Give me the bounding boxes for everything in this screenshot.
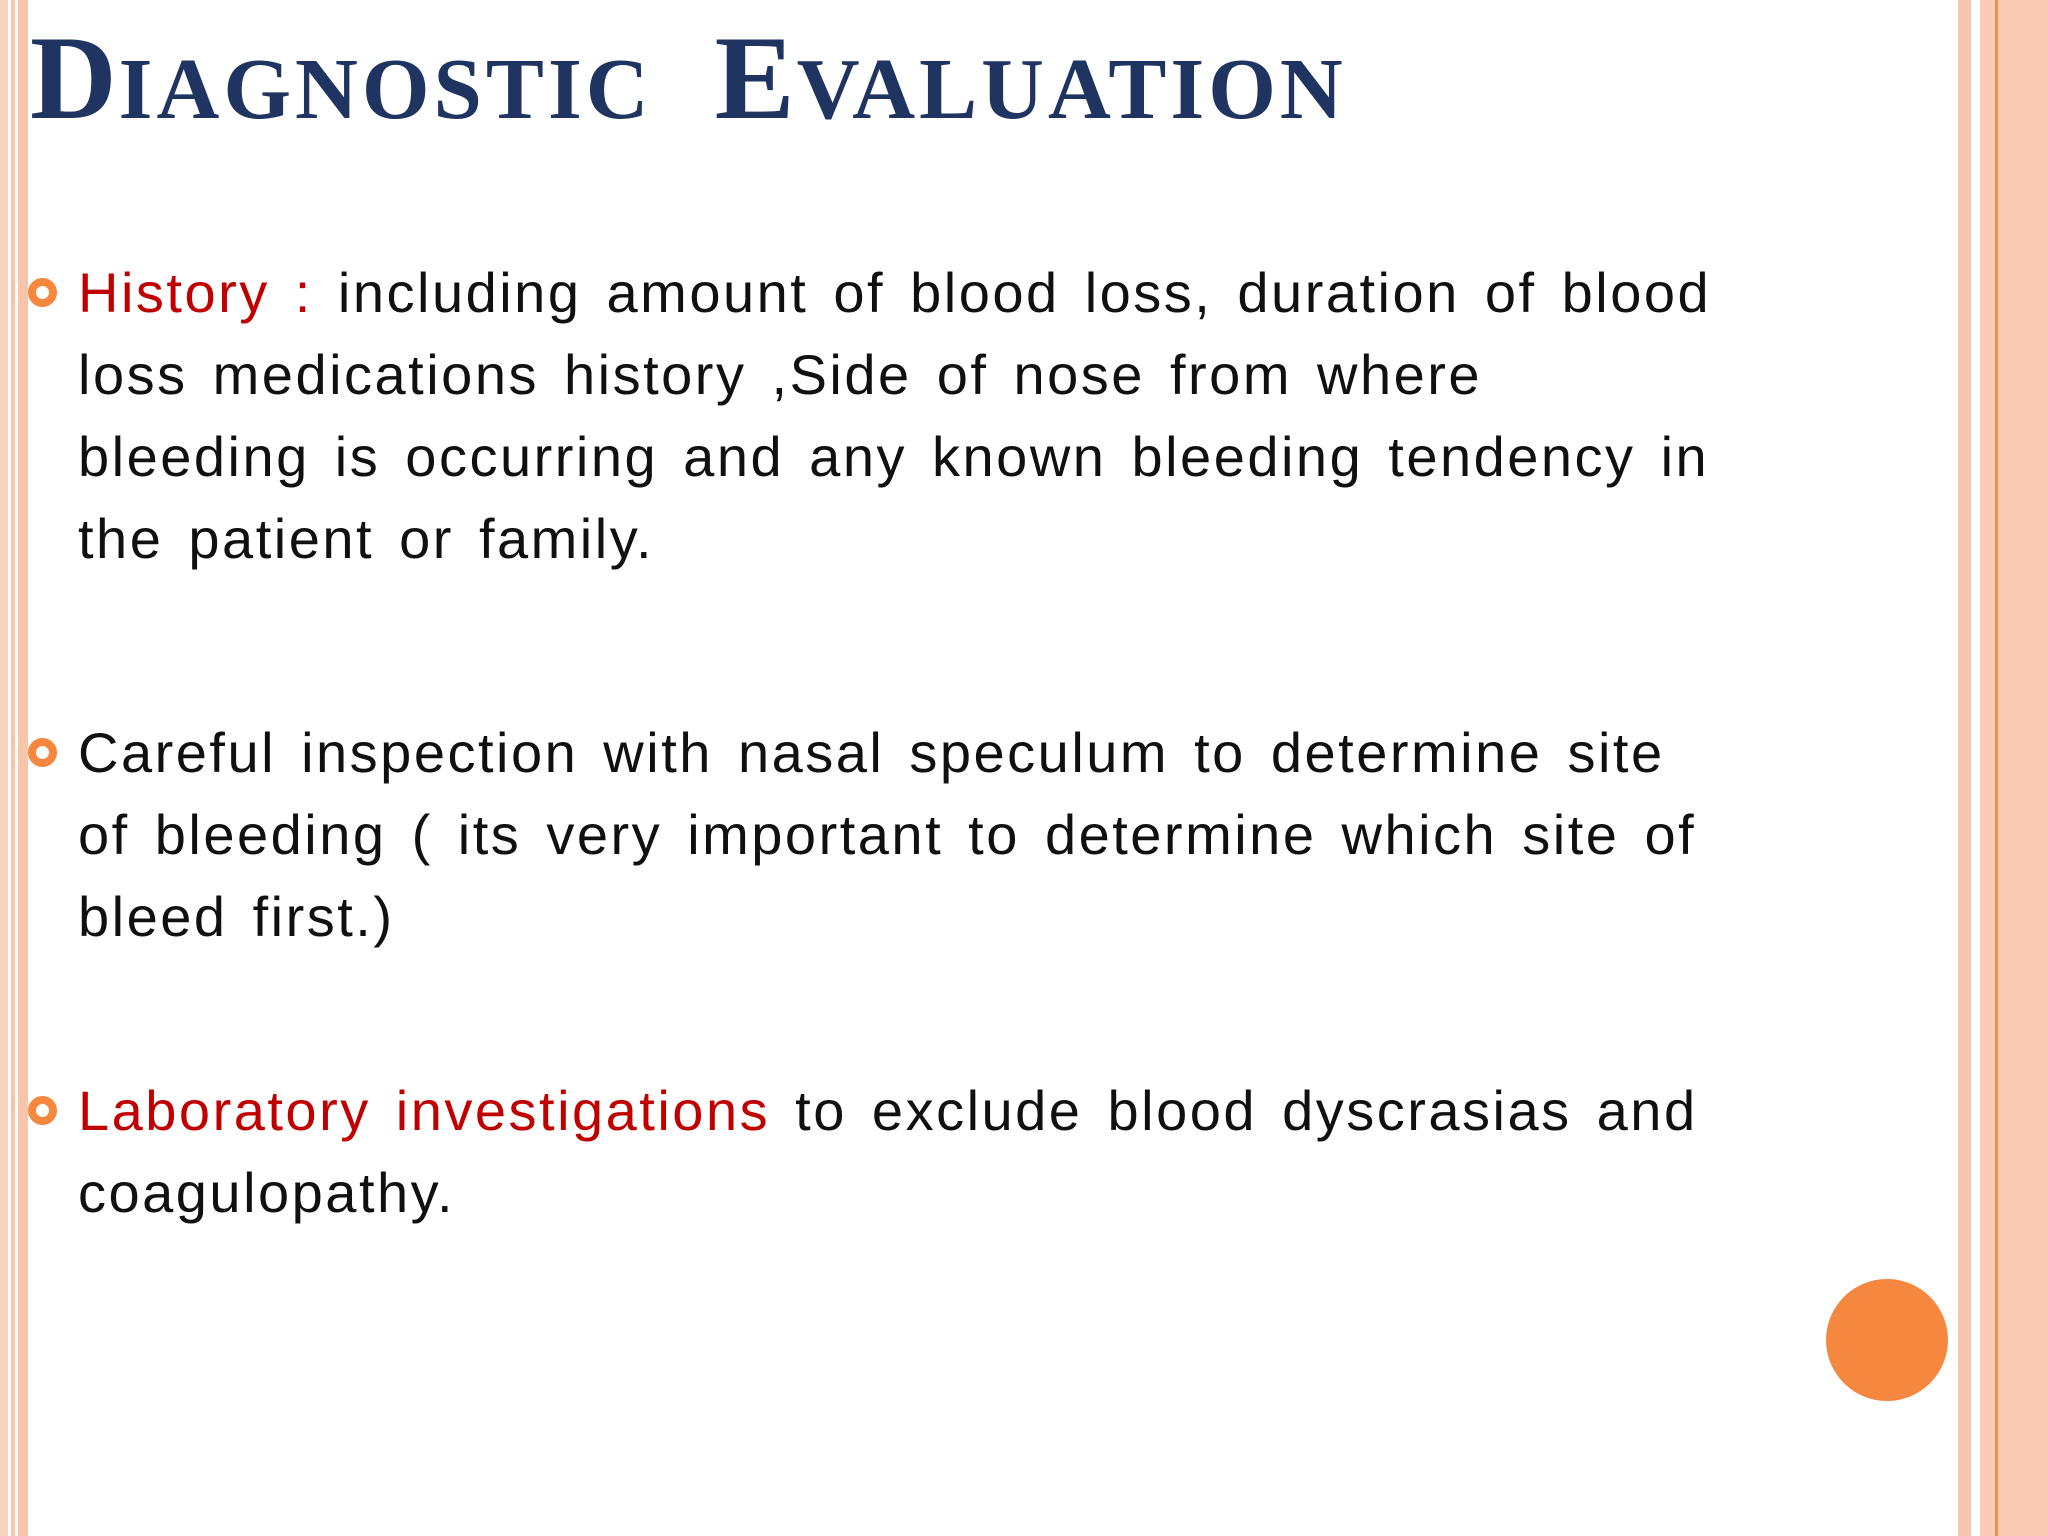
bullet-ring-icon: [28, 278, 57, 307]
bullet-lead-text: Laboratory investigations: [78, 1079, 796, 1142]
title-word2-rest: VALUATION: [796, 40, 1347, 137]
bullet-text-line: coagulopathy.: [78, 1161, 456, 1224]
bullet-text: including amount of blood loss, duration of blood: [337, 261, 1712, 324]
left-border-stripe-outer: [0, 0, 8, 1536]
bullet-text-line: of bleeding ( its very important to determine which site of: [78, 803, 1697, 866]
bullet-text-line: [78, 712, 1978, 794]
bullet-text-line: loss medications history ,Side of nose from where: [78, 343, 1483, 406]
bullet-text-line: the patient or family.: [78, 507, 655, 570]
decorative-circle: [1826, 1279, 1948, 1401]
bullet-text: to exclude blood dyscrasias and: [795, 1079, 1698, 1142]
left-border-stripe-inner: [18, 0, 28, 1536]
bullet-ring-icon: [28, 738, 57, 767]
bullet-text-line: bleed first.): [78, 885, 395, 948]
bullet-ring-icon: [28, 1096, 57, 1125]
bullet-text-line: bleeding is occurring and any known bleeding tendency in: [78, 425, 1710, 488]
title-word1-initial: D: [30, 11, 119, 144]
bullet-item-inspection: [28, 712, 1978, 958]
bullet-item-laboratory: [28, 1070, 1978, 1234]
slide-title: [30, 11, 1347, 144]
title-word1-rest: IAGNOSTIC: [118, 40, 653, 137]
left-border-stripe-thin: [11, 0, 15, 1536]
bullet-text-line: [78, 1070, 1978, 1152]
bullet-item-history: [28, 252, 1978, 580]
right-border-band: [1980, 0, 2048, 1536]
bullet-text: Careful inspection with nasal speculum to determine site: [78, 721, 1665, 784]
bullet-text-line: [78, 252, 1978, 334]
title-word2-initial: E: [714, 11, 797, 144]
right-border-orange-line: [1995, 0, 1998, 1536]
bullet-lead-text: History :: [78, 261, 338, 324]
